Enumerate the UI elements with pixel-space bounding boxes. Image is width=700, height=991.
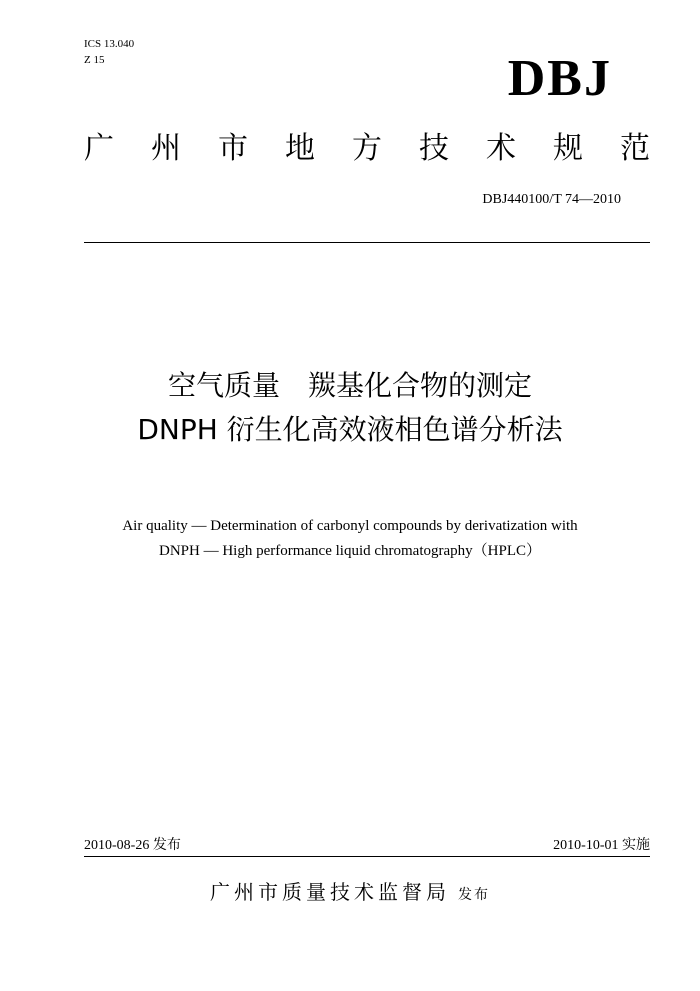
standard-series-title xyxy=(84,130,650,168)
issuing-authority xyxy=(0,876,700,905)
implementation-date: 2010-10-01 实施 xyxy=(553,838,650,853)
issuer-name: 广州市质量技术监督局 xyxy=(210,880,450,904)
english-title xyxy=(0,514,700,564)
issue-date: 2010-08-26 发布 xyxy=(84,838,181,853)
header-divider xyxy=(84,242,650,243)
series-char: 市 xyxy=(218,131,248,166)
classification-codes xyxy=(84,36,134,68)
issuer-suffix: 发布 xyxy=(458,887,490,903)
ccs-code: Z 15 xyxy=(84,54,105,66)
series-char: 方 xyxy=(352,131,382,166)
series-char: 州 xyxy=(151,131,181,166)
series-char: 广 xyxy=(84,131,114,166)
dbj-mark: DBJ xyxy=(507,50,612,107)
standard-number: DBJ440100/T 74—2010 xyxy=(482,192,621,207)
series-char: 技 xyxy=(419,131,449,166)
ics-code: ICS 13.040 xyxy=(84,38,135,50)
english-title-line-2: DNPH — High performance liquid chromatography（HPLC） xyxy=(158,543,542,559)
footer-divider xyxy=(84,856,650,857)
chinese-title-line-1: 空气质量 羰基化合物的测定 xyxy=(167,369,532,402)
series-char: 术 xyxy=(486,131,516,166)
english-title-line-1: Air quality — Determination of carbonyl compounds by derivatization with xyxy=(122,518,578,534)
chinese-title-line-2: DNPH 衍生化高效液相色谱分析法 xyxy=(137,413,563,446)
series-char: 规 xyxy=(553,131,583,166)
series-char: 地 xyxy=(285,131,315,166)
series-char: 范 xyxy=(620,131,650,166)
